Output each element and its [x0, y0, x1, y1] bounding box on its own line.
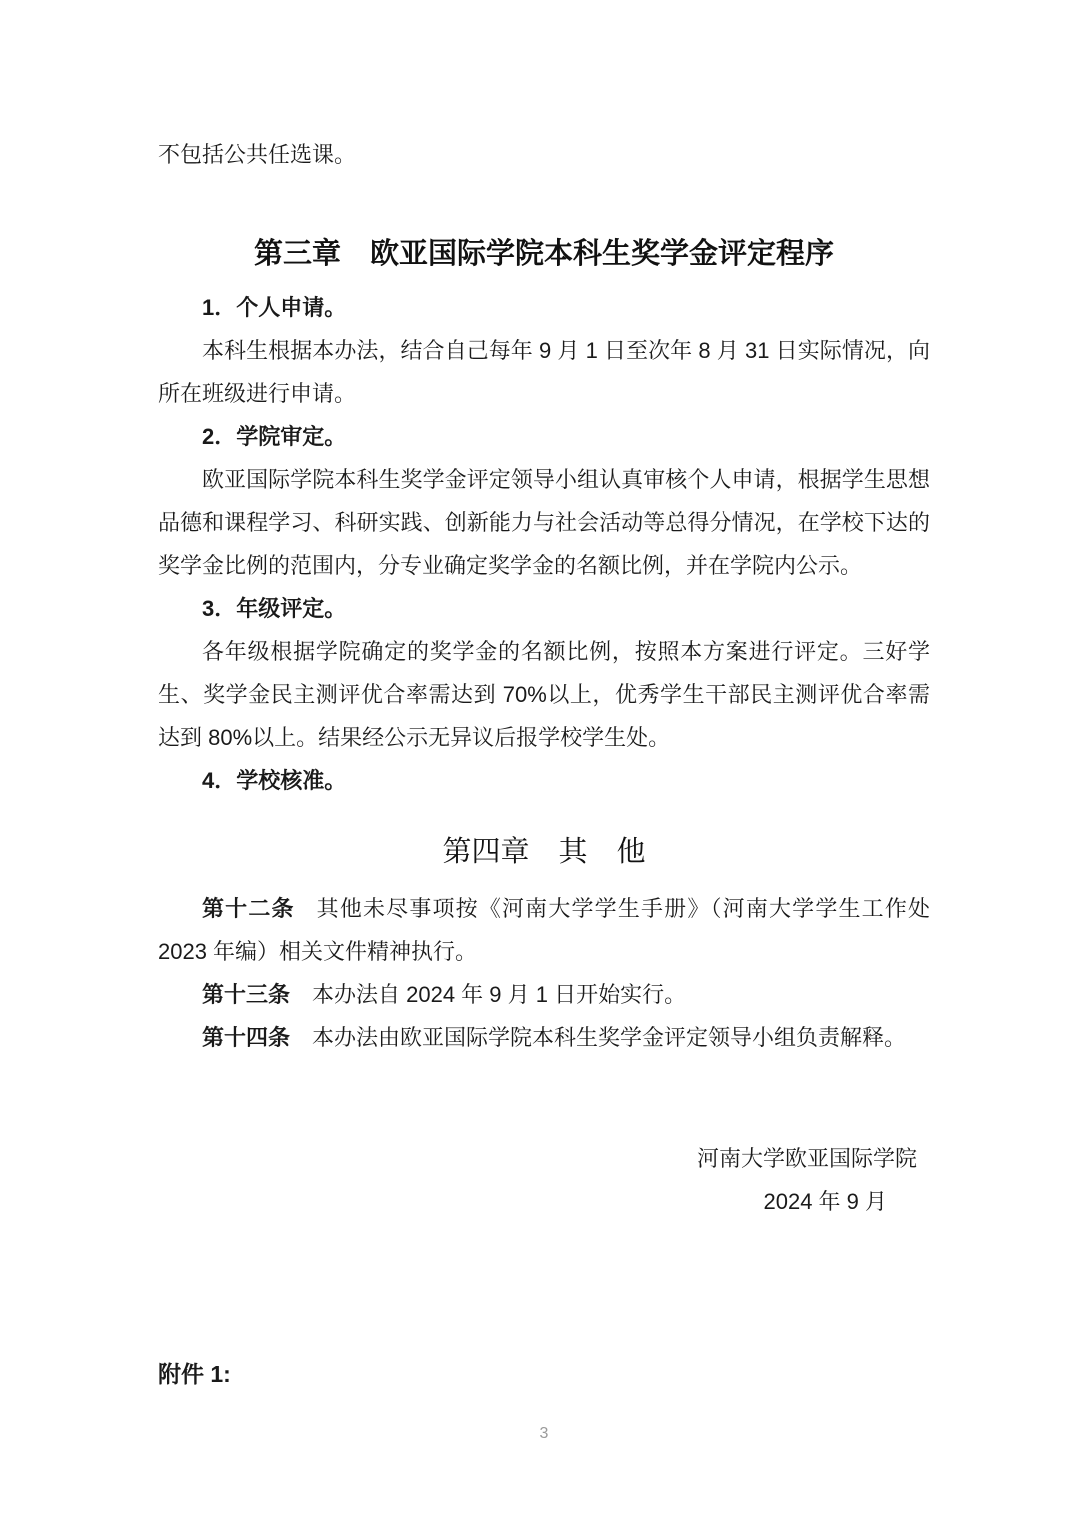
page-number: 3: [539, 1425, 549, 1442]
item-1-heading: 1．个人申请。: [202, 295, 347, 320]
article-14-paragraph: [158, 1016, 930, 1059]
item-1-body: 本科生根据本办法，结合自己每年 9 月 1 日至次年 8 月 31 日实际情况，向所在班级进行申请。: [158, 338, 930, 406]
signature-block: [158, 1137, 930, 1223]
signature-organization: 河南大学欧亚国际学院: [696, 1146, 917, 1171]
continuation-paragraph: 不包括公共任选课。: [158, 142, 357, 167]
article-14-body: 本办法由欧亚国际学院本科生奖学金评定领导小组负责解释。: [312, 1025, 907, 1050]
chapter4-title: 第四章 其 他: [442, 836, 646, 868]
item-3-body: 各年级根据学院确定的奖学金的名额比例，按照本方案进行评定。三好学生、奖学金民主测评优合率需达到 70%以上，优秀学生干部民主测评优合率需达到 80%以上。结果经公示无异议后报学校学生处。: [158, 639, 930, 750]
chapter3-title: 第三章 欧亚国际学院本科生奖学金评定程序: [253, 238, 834, 270]
item-4-heading: 4．学校核准。: [202, 768, 347, 793]
item-2-heading: 2．学院审定。: [202, 424, 347, 449]
signature-date: 2024 年 9 月: [763, 1189, 887, 1214]
article-13-body: 本办法自 2024 年 9 月 1 日开始实行。: [312, 982, 687, 1007]
article-13-paragraph: [158, 973, 930, 1016]
article-14-label: 第十四条: [202, 1025, 291, 1050]
article-12-paragraph: [158, 887, 930, 973]
attachment-label: 附件 1:: [158, 1361, 231, 1387]
article-12-body: 其他未尽事项按《河南大学学生手册》（河南大学学生工作处 2023 年编）相关文件精神执行。: [158, 896, 930, 964]
article-13-label: 第十三条: [202, 982, 291, 1007]
item-3-heading: 3．年级评定。: [202, 596, 347, 621]
article-12-label: 第十二条: [202, 896, 295, 921]
item-2-body: 欧亚国际学院本科生奖学金评定领导小组认真审核个人申请，根据学生思想品德和课程学习、科研实践、创新能力与社会活动等总得分情况，在学校下达的奖学金比例的范围内，分专业确定奖学金的名额比例，并在学院内公示。: [158, 467, 930, 578]
